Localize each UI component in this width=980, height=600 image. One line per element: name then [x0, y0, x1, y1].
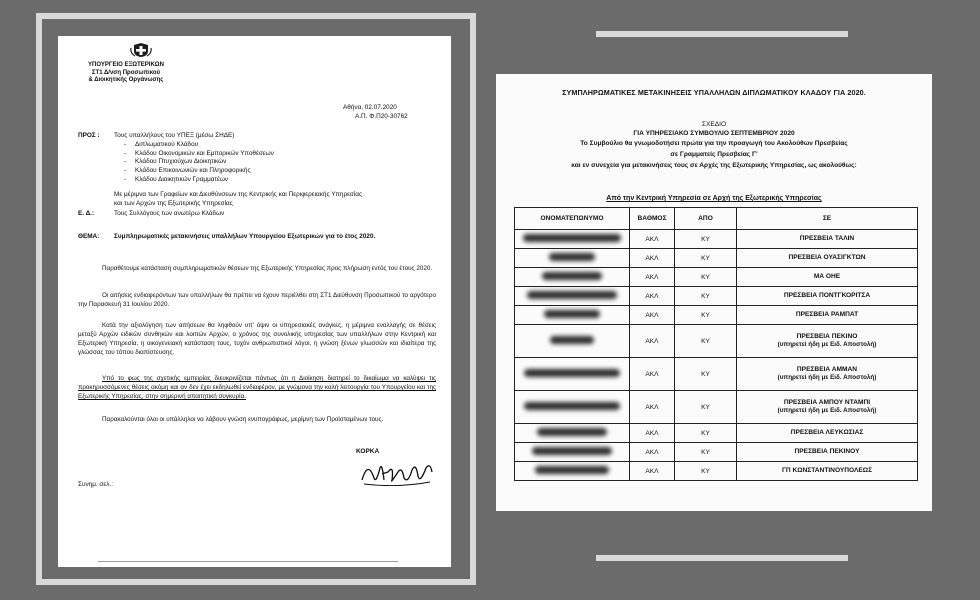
date-block — [343, 104, 408, 121]
paragraph-1: Παραθέτουμε κατάσταση συμπληρωματικών θέσεων της Εξωτερικής Υπηρεσίας προς πλήρωση εντός του έτους 2020. — [102, 265, 433, 272]
row-from: ΚΥ — [675, 462, 737, 481]
ed-label: Ε. Δ.: — [78, 210, 95, 217]
col-name: ΟΝΟΜΑΤΕΠΩΝΥΜΟ — [515, 208, 630, 230]
promotion-line: σε Γραμματείς Πρεσβείας Γ' — [670, 151, 758, 158]
row-grade: ΑΚΛ — [630, 443, 675, 462]
row-grade: ΑΚΛ — [630, 287, 675, 306]
letter-date: Αθήνα, 02.07.2020 — [343, 104, 397, 111]
row-destination: ΠΡΕΣΒΕΙΑ ΟΥΑΣΙΓΚΤΩΝ — [737, 249, 918, 268]
row-destination: ΠΡΕΣΒΕΙΑ ΑΜΜΑΝ (υπηρετεί ήδη με Ειδ. Αποστολή) — [737, 358, 918, 391]
redacted-name — [515, 287, 630, 306]
row-destination: ΜΑ ΟΗΕ — [737, 268, 918, 287]
thema-label: ΘΕΜΑ: — [78, 233, 100, 240]
pros-note-1: Με μέριμνα των Γραφείων και Διευθύνσεων της Κεντρικής και Περιφερειακής Υπηρεσίας — [114, 191, 363, 198]
row-grade: ΑΚΛ — [630, 424, 675, 443]
directorate-name: ΣΤ1 Δ/νση Προσωπικού — [91, 69, 161, 76]
pros-item: - Κλάδου Διοικητικών Γραμματέων — [124, 175, 229, 183]
row-destination: ΠΡΕΣΒΕΙΑ ΠΕΚΙΝΟ (υπηρετεί ήδη με Ειδ. Αποστολή) — [737, 325, 918, 358]
pros-item: - Κλάδου Οικονομικών και Εμπορικών Υποθέσεων — [124, 149, 274, 157]
redacted-name — [515, 268, 630, 287]
table-row — [515, 230, 918, 249]
col-grade: ΒΑΘΜΟΣ — [630, 208, 675, 230]
row-destination: ΠΡΕΣΒΕΙΑ ΡΑΜΠΑΤ — [737, 306, 918, 325]
table-row — [515, 443, 918, 462]
pros-list — [124, 141, 274, 184]
redacted-name — [515, 230, 630, 249]
row-from: ΚΥ — [675, 424, 737, 443]
paragraph-4: Υπό το φως της σχετικής εμπειρίας διευκρινίζεται πάντως ότι η Διοίκηση διατηρεί το δικαίωμα να καλύψει τις προκηρυσσόμενες θέσεις ακόμη και αν δεν έχει εκδηλωθεί ενδιαφέρον, με γνώμονα την καλή λειτουργία του Υπουργείου και της Εξωτερικής Υπηρεσίας, στην σημερινή απαιτητική συγκυρία. — [78, 375, 436, 401]
row-note: (υπηρετεί ήδη με Ειδ. Αποστολή) — [777, 407, 877, 415]
directorate-subname: & Διοικητικής Οργάνωσης — [88, 77, 164, 83]
paragraph-3: Κατά την αξιολόγηση των αιτήσεων θα ληφθούν υπ' όψιν οι υπηρεσιακές ανάγκες, η μέριμνα εναλλαγής σε θέσεις μεταξύ Αρχών ειδικών συνθηκών και λοιπών Αρχών, ο χρόνος της συνολικής υπηρεσίας των υπαλλήλων στην Κεντρική και Εξωτερική Υπηρεσία, η οικογενειακή κατάσταση τους, τυχόν ανθρωπιστικοί λόγοι, η γνώση ξένων γλωσσών και ιδιαίτερα της γλώσσας του τόπου διαπίστευσης. — [78, 322, 436, 357]
pros-item: - Κλάδου Επικοινωνιών και Πληροφορικής — [124, 166, 251, 174]
doc-title: ΣΥΜΠΛΗΡΩΜΑΤΙΚΕΣ ΜΕΤΑΚΙΝΗΣΕΙΣ ΥΠΑΛΛΗΛΩΝ ΔΙΠΛΩΜΑΤΙΚΟΥ ΚΛΑΔΟΥ ΓΙΑ 2020. — [562, 88, 866, 97]
table-row — [515, 462, 918, 481]
redacted-name — [515, 443, 630, 462]
paragraph-2: Οι αιτήσεις ενδιαφερόντων των υπαλλήλων θα πρέπει να έχουν περιέλθει στη ΣΤ1 Διεύθυνση Προσωπικού το αργότερο την Παρασκευή 31 Ιουλίου 2020. — [78, 292, 436, 309]
table-row — [515, 424, 918, 443]
transfers-table — [514, 207, 918, 481]
pros-intro: Τους υπαλλήλους του ΥΠΕΞ (μέσω ΣΗΔΕ) — [114, 132, 235, 139]
table-row — [515, 358, 918, 391]
ed-text: Τους Συλλόγους των ανωτέρω Κλάδων — [114, 210, 225, 217]
council-opinion-line: Το Συμβούλιο θα γνωμοδοτήσει πρώτα για την προαγωγή του Ακολούθων Πρεσβείας — [580, 140, 848, 147]
table-row — [515, 391, 918, 424]
row-destination: ΠΡΕΣΒΕΙΑ ΛΕΥΚΩΣΙΑΣ — [737, 424, 918, 443]
row-from: ΚΥ — [675, 268, 737, 287]
signatory-name: ΚΟΡΚΑ — [356, 448, 380, 455]
row-grade: ΑΚΛ — [630, 358, 675, 391]
row-from: ΚΥ — [675, 306, 737, 325]
decorative-bar-bottom — [596, 555, 848, 561]
council-line: ΓΙΑ ΥΠΗΡΕΣΙΑΚΟ ΣΥΜΒΟΥΛΙΟ ΣΕΠΤΕΜΒΡΙΟΥ 2020 — [633, 130, 795, 137]
row-destination: ΠΡΕΣΒΕΙΑ ΠΟΝΤΓΚΟΡΙΤΣΑ — [737, 287, 918, 306]
table-header-row — [515, 208, 918, 230]
ministry-header — [88, 62, 164, 85]
row-from: ΚΥ — [675, 249, 737, 268]
row-from: ΚΥ — [675, 358, 737, 391]
row-destination: ΓΠ ΚΩΝΣΤΑΝΤΙΝΟΥΠΟΛΕΩΣ — [737, 462, 918, 481]
draft-label: ΣΧΕΔΙΟ — [701, 121, 727, 128]
row-destination: ΠΡΕΣΒΕΙΑ ΑΜΠΟΥ ΝΤΑΜΠΙ (υπηρετεί ήδη με Ειδ. Αποστολή) — [737, 391, 918, 424]
pros-label: ΠΡΟΣ : — [78, 132, 100, 139]
row-from: ΚΥ — [675, 391, 737, 424]
redacted-name — [515, 306, 630, 325]
ministry-letter — [58, 36, 451, 567]
col-to: ΣΕ — [737, 208, 918, 230]
attachments-label: Συνημ. σελ.: — [78, 481, 113, 488]
row-grade: ΑΚΛ — [630, 325, 675, 358]
row-note: (υπηρετεί ήδη με Ειδ. Αποστολή) — [777, 341, 877, 349]
row-grade: ΑΚΛ — [630, 306, 675, 325]
table-row — [515, 325, 918, 358]
redacted-name — [515, 462, 630, 481]
decorative-bar-top — [596, 31, 848, 37]
redacted-name — [515, 249, 630, 268]
table-row — [515, 268, 918, 287]
protocol-number: Α.Π. Φ.Π20-30762 — [355, 112, 408, 120]
row-grade: ΑΚΛ — [630, 268, 675, 287]
row-grade: ΑΚΛ — [630, 249, 675, 268]
draft-transfers-document — [496, 74, 932, 511]
row-from: ΚΥ — [675, 287, 737, 306]
section-heading: Από την Κεντρική Υπηρεσία σε Αρχή της Εξωτερικής Υπηρεσίας — [606, 195, 822, 202]
ministry-name: ΥΠΟΥΡΓΕΙΟ ΕΞΩΤΕΡΙΚΩΝ — [88, 62, 164, 68]
pros-item: - Διπλωματικού Κλάδου — [124, 141, 199, 148]
row-grade: ΑΚΛ — [630, 391, 675, 424]
row-destination: ΠΡΕΣΒΕΙΑ ΠΕΚΙΝΟΥ — [737, 443, 918, 462]
row-grade: ΑΚΛ — [630, 230, 675, 249]
row-note: (υπηρετεί ήδη με Ειδ. Αποστολή) — [777, 374, 877, 382]
table-row — [515, 249, 918, 268]
row-grade: ΑΚΛ — [630, 462, 675, 481]
greek-emblem-icon — [130, 42, 152, 58]
redacted-name — [515, 424, 630, 443]
col-from: ΑΠΟ — [675, 208, 737, 230]
footer-rule — [98, 561, 398, 562]
table-row — [515, 306, 918, 325]
row-from: ΚΥ — [675, 325, 737, 358]
pros-note-2: και των Αρχών της Εξωτερικής Υπηρεσίας — [114, 200, 233, 207]
redacted-name — [515, 325, 630, 358]
redacted-name — [515, 358, 630, 391]
row-destination: ΠΡΕΣΒΕΙΑ ΤΑΛΙΝ — [737, 230, 918, 249]
handwritten-signature — [358, 454, 436, 490]
table-row — [515, 287, 918, 306]
redacted-name — [515, 391, 630, 424]
transfers-intro-line: και εν συνεχεία για μετακινήσεις τους σε Αρχές της Εξωτερικής Υπηρεσίας, ως ακολούθως: — [571, 162, 857, 169]
row-from: ΚΥ — [675, 443, 737, 462]
row-from: ΚΥ — [675, 230, 737, 249]
pros-item: - Κλάδου Πτυχιούχων Διοικητικών — [124, 158, 227, 166]
paragraph-5: Παρακαλούνται όλοι οι υπάλληλοι να λάβουν γνώση ενυπογράφως, μερίμνη των Προϊσταμένων τους. — [102, 416, 384, 423]
thema-text: Συμπληρωματικές μετακινήσεις υπαλλήλων Υπουργείου Εξωτερικών για το έτος 2020. — [114, 233, 376, 240]
